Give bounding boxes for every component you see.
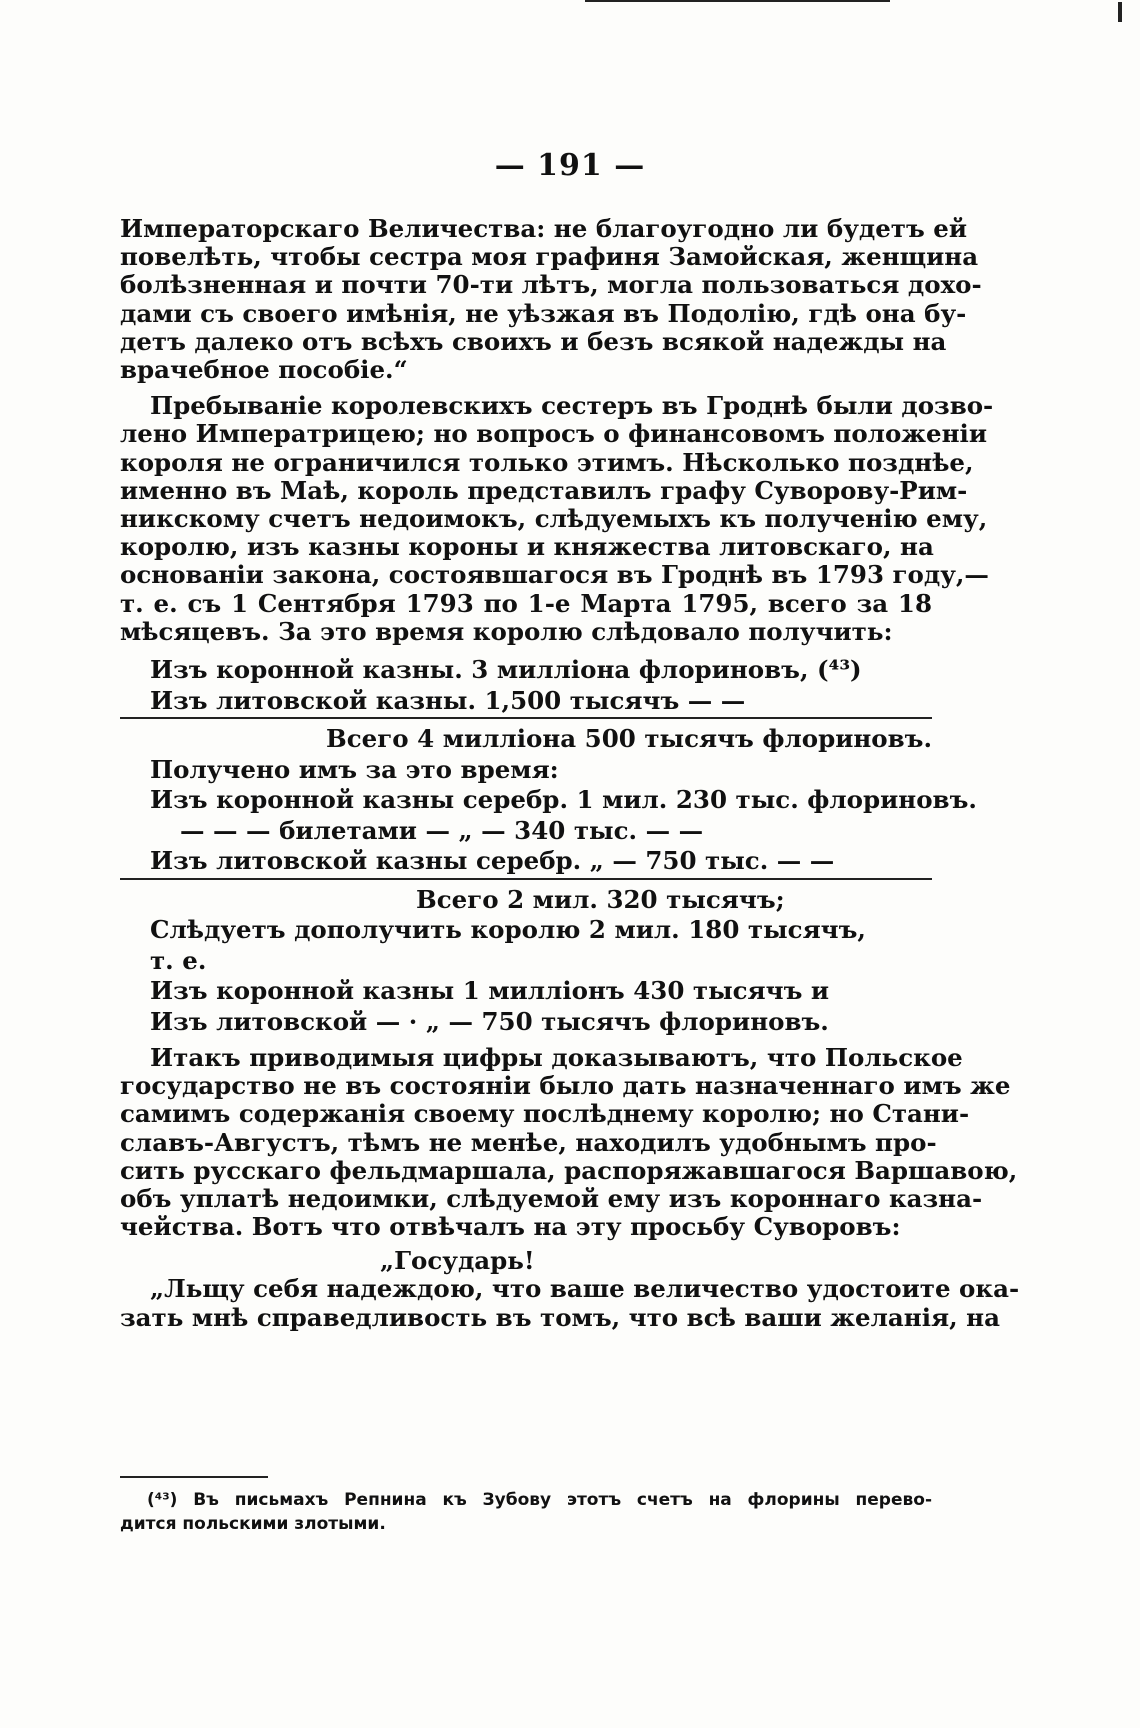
- text-line: т. е. съ 1 Сентября 1793 по 1-е Марта 1795, всего за 18: [120, 588, 932, 618]
- text-line: никскому счетъ недоимокъ, слѣдуемыхъ къ полученію ему,: [120, 504, 988, 534]
- paragraph-1: [120, 214, 982, 385]
- text-line: лено Императрицею; но вопросъ о финансовомъ положеніи: [120, 419, 988, 449]
- text-line: повелѣть, чтобы сестра моя графиня Замойская, женщина: [120, 242, 979, 272]
- text-line: болѣзненная и почти 70-ти лѣтъ, могла пользоваться дохо-: [120, 270, 982, 300]
- text-line: Пребываніе королевскихъ сестеръ въ Гроднѣ были дозво-: [150, 391, 994, 421]
- text-line: Императорскаго Величества: не благоугодно ли будетъ ей: [120, 214, 968, 243]
- text-line: „Льщу себя надеждою, что ваше величество удостоите ока-: [150, 1274, 1020, 1304]
- due-row-lithuania: Изъ литовской казны. 1,500 тысячъ — —: [150, 685, 746, 715]
- remaining-line: Изъ коронной казны 1 милліонъ 430 тысячъ и: [150, 976, 830, 1006]
- text-line: именно въ Маѣ, король представилъ графу Суворову-Рим-: [120, 475, 968, 505]
- text-line: детъ далеко отъ всѣхъ своихъ и безъ всякой надежды на: [120, 326, 947, 356]
- received-row-lithuania-silver: Изъ литовской казны серебр. „ — 750 тыс. — —: [150, 846, 835, 876]
- remaining-amounts: [120, 914, 932, 1036]
- text-line: чейства. Вотъ что отвѣчалъ на эту просьбу Суворовъ:: [120, 1212, 901, 1242]
- text-line: государство не въ состояніи было дать назначеннаго имъ же: [120, 1071, 1011, 1101]
- text-line: объ уплатѣ недоимки, слѣдуемой ему изъ короннаго казна-: [120, 1184, 983, 1214]
- due-total: Всего 4 милліона 500 тысячъ флориновъ.: [326, 724, 932, 754]
- remaining-line: т. е.: [150, 945, 207, 975]
- footnote-rule: [120, 1476, 268, 1478]
- footnote-line: дится польскими злотыми.: [120, 1514, 386, 1534]
- due-amounts-table: [120, 654, 932, 784]
- text-line: основаніи закона, состоявшагося въ Гроднѣ въ 1793 году,—: [120, 560, 989, 590]
- text-line: врачебное пособіе.“: [120, 355, 408, 385]
- received-amounts-table: [120, 784, 977, 914]
- received-total: Всего 2 мил. 320 тысячъ;: [416, 884, 785, 914]
- text-line: самимъ содержанія своему послѣднему королю; но Стани-: [120, 1099, 970, 1129]
- paragraph-3: [120, 1043, 1018, 1242]
- text-line: сить русскаго фельдмаршала, распоряжавшагося Варшавою,: [120, 1155, 1018, 1185]
- footnote-line: (⁴³) Въ письмахъ Репнина къ Зубову этотъ счетъ на флорины перево-: [147, 1490, 932, 1510]
- text-line: Итакъ приводимыя цифры доказываютъ, что Польское: [150, 1043, 963, 1073]
- due-row-crown: Изъ коронной казны. 3 милліона флориновъ, (⁴³): [150, 655, 862, 685]
- text-line: зать мнѣ справедливость въ томъ, что всѣ ваши желанія, на: [120, 1302, 1000, 1332]
- page-number: — 191 —: [494, 148, 646, 183]
- received-heading: Получено имъ за это время:: [150, 754, 559, 784]
- paragraph-2: [120, 391, 994, 646]
- received-row-crown-silver: Изъ коронной казны серебр. 1 мил. 230 тыс. флориновъ.: [150, 785, 977, 815]
- table-rule: [120, 717, 932, 719]
- body-text: [120, 214, 1020, 1332]
- scan-top-rule: [585, 0, 890, 2]
- text-line: дами съ своего имѣнія, не уѣзжая въ Подолію, гдѣ она бу-: [120, 298, 967, 328]
- remaining-line: Слѣдуетъ дополучить королю 2 мил. 180 тысячъ,: [150, 915, 866, 945]
- remaining-line: Изъ литовской — · „ — 750 тысячъ флориновъ.: [150, 1006, 829, 1036]
- text-line: мѣсяцевъ. За это время королю слѣдовало получить:: [120, 616, 893, 646]
- received-row-crown-notes: — — — билетами — „ — 340 тыс. — —: [180, 815, 704, 845]
- letter-salutation: „Государь!: [380, 1246, 535, 1276]
- text-line: королю, изъ казны короны и княжества литовскаго, на: [120, 532, 934, 562]
- text-line: славъ-Августъ, тѣмъ не менѣе, находилъ удобнымъ про-: [120, 1127, 937, 1157]
- footnote: [120, 1488, 932, 1536]
- table-rule: [120, 878, 932, 880]
- text-line: короля не ограничился только этимъ. Нѣсколько позднѣе,: [120, 447, 974, 477]
- scan-edge-mark: [1118, 2, 1122, 22]
- paragraph-4: [120, 1274, 1020, 1332]
